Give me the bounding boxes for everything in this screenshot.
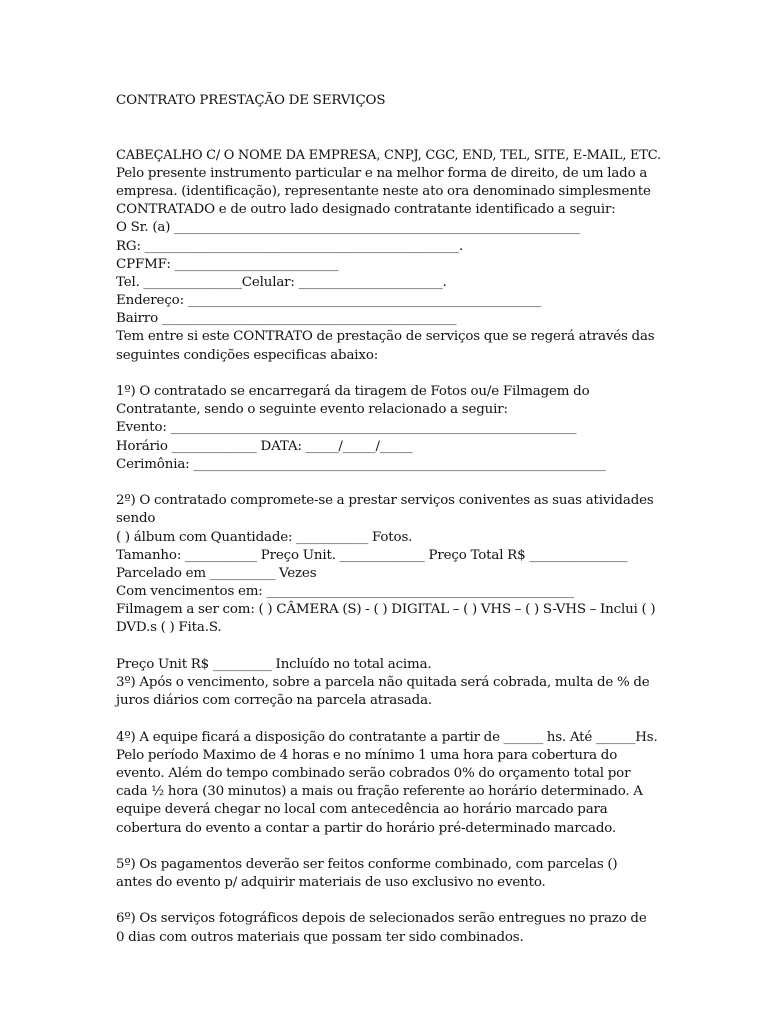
field-time-date: Horário _____________ DATA: _____/_____/_____ bbox=[116, 438, 413, 454]
field-event: Evento: ______________________________________________________________ bbox=[116, 420, 577, 436]
field-name: O Sr. (a) ______________________________________________________________ bbox=[116, 220, 580, 236]
document-page bbox=[116, 92, 661, 947]
clause-line: 0 dias com outros materiais que possam ter sido combinados. bbox=[116, 929, 524, 945]
clause-line: Contratante, sendo o seguinte evento relacionado a seguir: bbox=[116, 402, 508, 418]
spacer bbox=[116, 474, 661, 492]
clause-line: Pelo período Maximo de 4 horas e no mínimo 1 uma hora para cobertura do bbox=[116, 747, 618, 763]
clause-line: 1º) O contratado se encarregará da tiragem de Fotos ou/e Filmagem do bbox=[116, 384, 590, 400]
clause-line: juros diários com correção na parcela atrasada. bbox=[116, 693, 433, 709]
document-title: CONTRATO PRESTAÇÃO DE SERVIÇOS bbox=[116, 93, 386, 108]
field-filming: Filmagem a ser com: ( ) CÂMERA (S) - ( ) DIGITAL – ( ) VHS – ( ) S-VHS – Inclui ( ) bbox=[116, 602, 656, 618]
spacer bbox=[116, 110, 661, 146]
clause-line: 5º) Os pagamentos deverão ser feitos conforme combinado, com parcelas () bbox=[116, 856, 618, 872]
clause-line: 6º) Os serviços fotográficos depois de selecionados serão entregues no prazo de bbox=[116, 911, 647, 927]
field-due-dates: Com vencimentos em: _______________________________________________ bbox=[116, 584, 575, 600]
clause-line: 4º) A equipe ficará a disposição do contratante a partir de ______ hs. Até ______Hs. bbox=[116, 729, 658, 745]
clause-line: antes do evento p/ adquirir materiais de uso exclusivo no evento. bbox=[116, 875, 546, 891]
field-installments: Parcelado em __________ Vezes bbox=[116, 565, 317, 581]
field-size-price: Tamanho: ___________ Preço Unit. _____________ Preço Total R$ _______________ bbox=[116, 547, 628, 563]
clause-line: cobertura do evento a contar a partir do horário pré-determinado marcado. bbox=[116, 820, 617, 836]
field-neighborhood: Bairro _____________________________________________ bbox=[116, 311, 457, 327]
spacer bbox=[116, 838, 661, 856]
field-cpfmf: CPFMF: _________________________ bbox=[116, 256, 339, 272]
spacer bbox=[116, 365, 661, 383]
paragraph-line: seguintes condições especificas abaixo: bbox=[116, 347, 379, 363]
field-rg: RG: ________________________________________________. bbox=[116, 238, 463, 254]
field-media: DVD.s ( ) Fita.S. bbox=[116, 620, 222, 636]
clause-line: 3º) Após o vencimento, sobre a parcela não quitada será cobrada, multa de % de bbox=[116, 675, 650, 691]
header-section bbox=[116, 147, 661, 365]
clause-5 bbox=[116, 856, 661, 892]
field-phone: Tel. _______________Celular: ______________________. bbox=[116, 274, 447, 290]
clause-4 bbox=[116, 729, 661, 838]
clause-line: 2º) O contratado compromete-se a prestar serviços coniventes as suas atividades bbox=[116, 493, 654, 509]
paragraph-line: empresa. (identificação), representante neste ato ora denominado simplesmente bbox=[116, 183, 651, 199]
field-unit-price: Preço Unit R$ _________ Incluído no total acima. bbox=[116, 656, 432, 672]
header-company-line: CABEÇALHO C/ O NOME DA EMPRESA, CNPJ, CGC, END, TEL, SITE, E-MAIL, ETC. bbox=[116, 147, 661, 163]
clause-line: cada ½ hora (30 minutos) a mais ou fração referente ao horário determinado. A bbox=[116, 784, 643, 800]
field-album: ( ) álbum com Quantidade: ___________ Fotos. bbox=[116, 529, 413, 545]
clause-2 bbox=[116, 492, 661, 638]
spacer bbox=[116, 710, 661, 728]
spacer bbox=[116, 638, 661, 656]
clause-line: equipe deverá chegar no local com antecedência ao horário marcado para bbox=[116, 802, 608, 818]
paragraph-line: CONTRATADO e de outro lado designado contratante identificado a seguir: bbox=[116, 202, 616, 218]
spacer bbox=[116, 892, 661, 910]
field-ceremony: Cerimônia: _______________________________________________________________ bbox=[116, 456, 606, 472]
field-address: Endereço: ______________________________________________________ bbox=[116, 293, 542, 309]
paragraph-line: Tem entre si este CONTRATO de prestação de serviços que se regerá através das bbox=[116, 329, 655, 345]
clause-line: sendo bbox=[116, 511, 156, 527]
clause-line: evento. Além do tempo combinado serão cobrados 0% do orçamento total por bbox=[116, 765, 631, 781]
clause-6 bbox=[116, 910, 661, 946]
paragraph-line: Pelo presente instrumento particular e na melhor forma de direito, de um lado a bbox=[116, 165, 648, 181]
clause-1 bbox=[116, 383, 661, 474]
clause-3 bbox=[116, 656, 661, 711]
